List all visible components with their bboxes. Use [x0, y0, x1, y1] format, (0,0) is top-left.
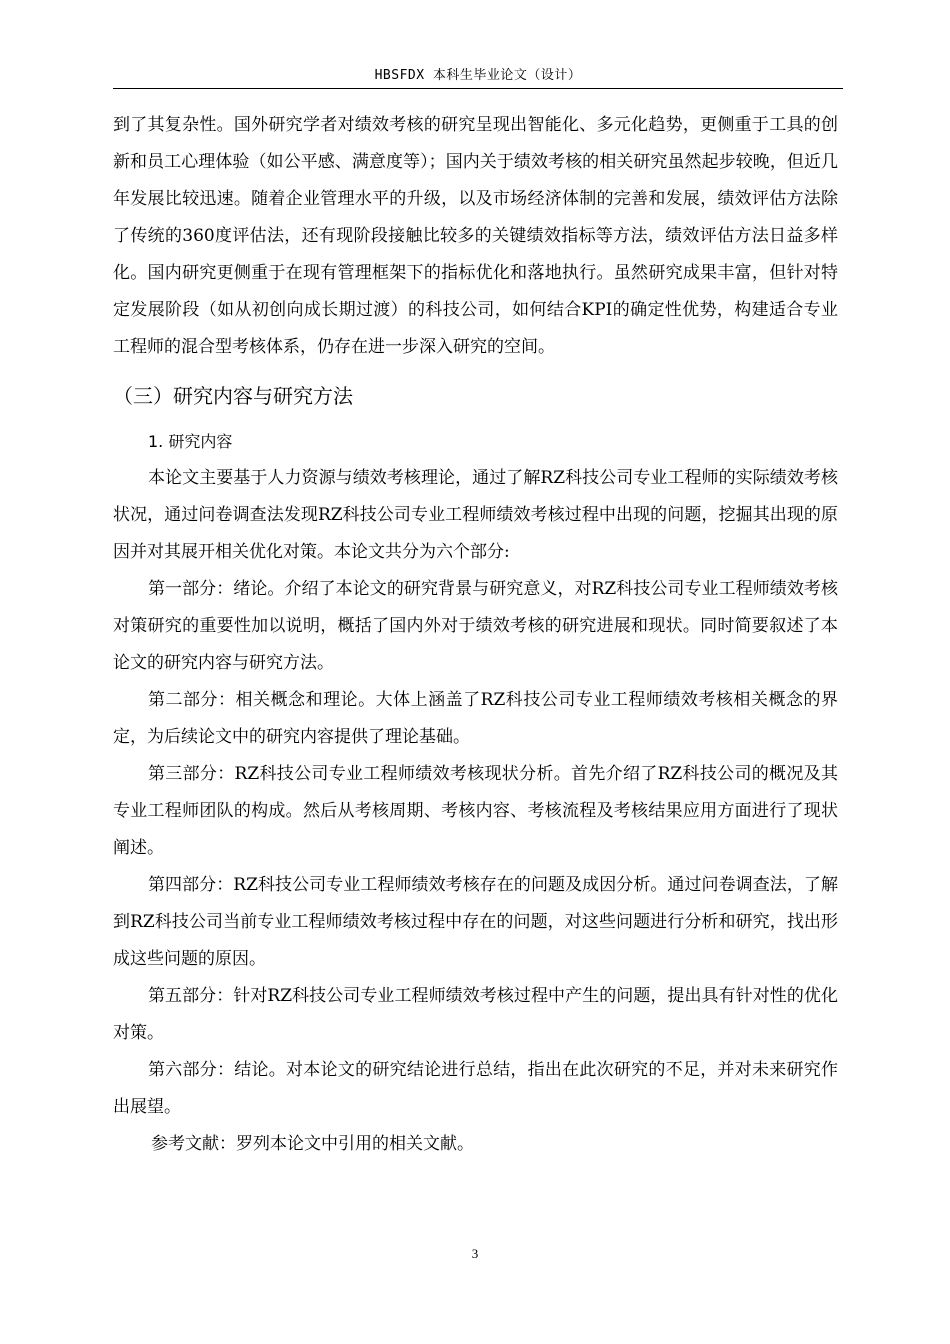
section-title: （三）研究内容与研究方法 — [113, 384, 353, 408]
subsection-title: 1. 研究内容 — [148, 432, 233, 451]
intro-continuation-paragraph: 到了其复杂性。国外研究学者对绩效考核的研究呈现出智能化、多元化趋势，更侧重于工具的创新和员工心理体验（如公平感、满意度等）；国内关于绩效考核的相关研究虽然起步较晚，但近几年发展比较迅速。随着企业管理水平的升级，以及市场经济体制的完善和发展，绩效评估方法除了传统的360度评估法，还有现阶段接触比较多的关键绩效指标等方法，绩效评估方法日益多样化。国内研究更侧重于在现有管理框架下的指标优化和落地执行。虽然研究成果丰富，但针对特定发展阶段（如从初创向成长期过渡）的科技公司，如何结合KPI的确定性优势，构建适合专业工程师的混合型考核体系，仍存在进一步深入研究的空间。 — [113, 115, 838, 357]
header-divider — [113, 88, 843, 89]
part-two-paragraph: 第二部分：相关概念和理论。大体上涵盖了RZ科技公司专业工程师绩效考核相关概念的界定，为后续论文中的研究内容提供了理论基础。 — [113, 690, 838, 747]
part-four-paragraph: 第四部分：RZ科技公司专业工程师绩效考核存在的问题及成因分析。通过问卷调查法，了解到RZ科技公司当前专业工程师绩效考核过程中存在的问题，对这些问题进行分析和研究，找出形成这些问题的原因。 — [113, 875, 838, 969]
part-three-paragraph: 第三部分：RZ科技公司专业工程师绩效考核现状分析。首先介绍了RZ科技公司的概况及其专业工程师团队的构成。然后从考核周期、考核内容、考核流程及考核结果应用方面进行了现状阐述。 — [113, 764, 838, 858]
part-five-paragraph: 第五部分：针对RZ科技公司专业工程师绩效考核过程中产生的问题，提出具有针对性的优化对策。 — [113, 986, 838, 1043]
research-content-paragraph: 本论文主要基于人力资源与绩效考核理论，通过了解RZ科技公司专业工程师的实际绩效考核状况，通过问卷调查法发现RZ科技公司专业工程师绩效考核过程中出现的问题，挖掘其出现的原因并对其展开相关优化对策。本论文共分为六个部分: — [113, 468, 838, 562]
part-one-paragraph: 第一部分：绪论。介绍了本论文的研究背景与研究意义，对RZ科技公司专业工程师绩效考核对策研究的重要性加以说明，概括了国内外对于绩效考核的研究进展和现状。同时简要叙述了本论文的研究内容与研究方法。 — [113, 579, 838, 673]
page-header: HBSFDX 本科生毕业论文（设计） — [374, 68, 582, 83]
references-line: 参考文献：罗列本论文中引用的相关文献。 — [151, 1134, 474, 1154]
part-six-paragraph: 第六部分：结论。对本论文的研究结论进行总结，指出在此次研究的不足，并对未来研究作出展望。 — [113, 1060, 838, 1117]
page-number: 3 — [471, 1246, 479, 1261]
document-body — [113, 107, 838, 1163]
